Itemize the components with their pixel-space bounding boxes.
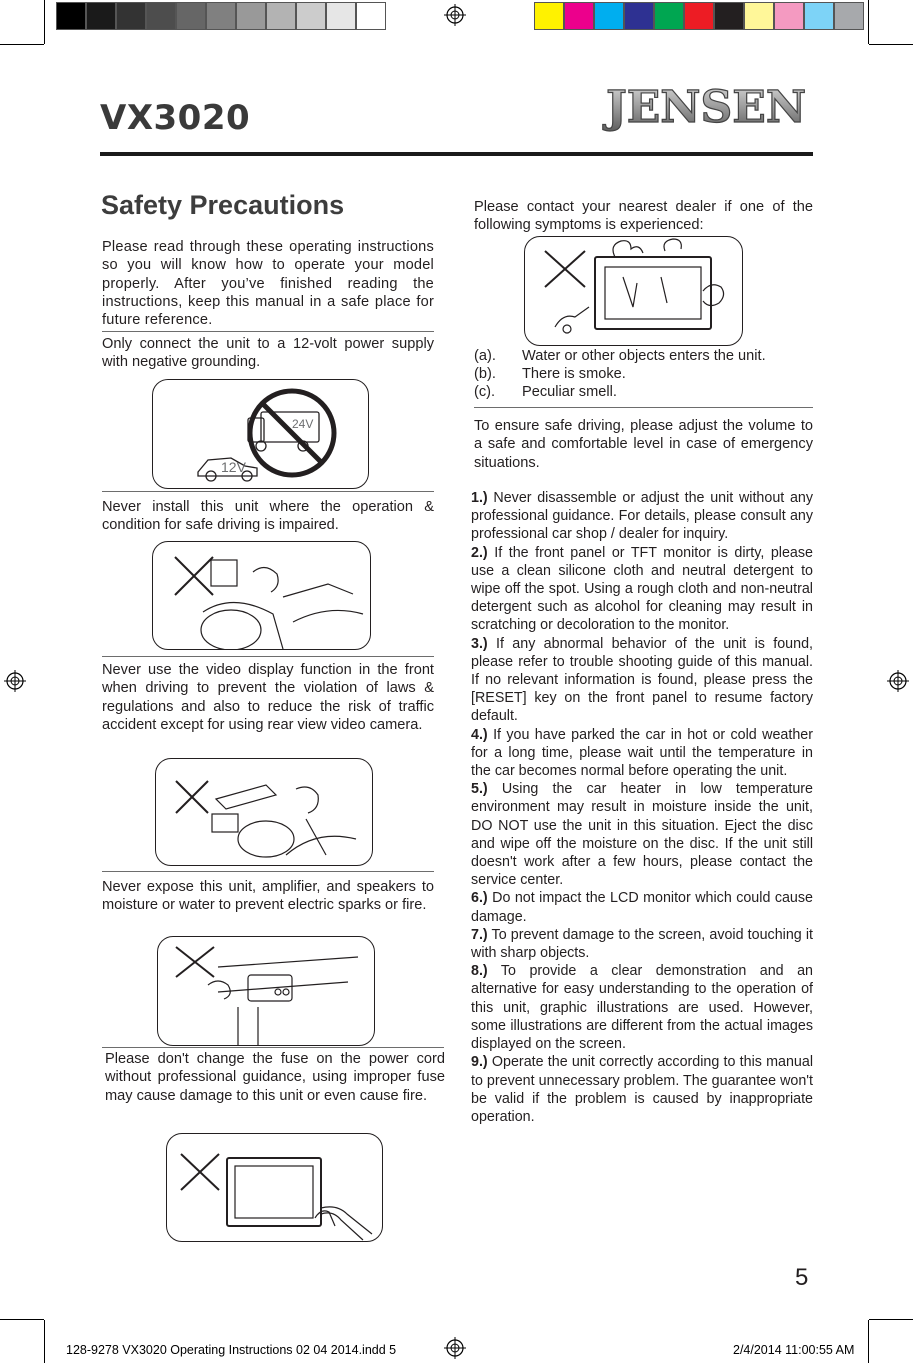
divider <box>474 407 813 408</box>
crop-mark <box>44 0 45 44</box>
jensen-logo <box>598 78 813 132</box>
fuse-illustration <box>166 1133 383 1242</box>
model-title: VX3020 <box>100 98 251 138</box>
color-swatch <box>56 2 86 30</box>
driver-illustration <box>152 541 371 650</box>
color-swatch <box>594 2 624 30</box>
svg-text:JENSEN: JENSEN <box>605 82 807 132</box>
color-swatch <box>684 2 714 30</box>
video-warning: Never use the video display function in the front when driving to prevent the violation of laws & regulations and also to reduce the risk of traffic accident except for using rear view video camera. <box>102 662 434 733</box>
list-item: 3.) If any abnormal behavior of the unit is found, please refer to trouble shooting guide of this manual. If no relevant information is found, please press the [RESET] key on the front panel to resume factory default. <box>471 635 813 725</box>
symptom-item: (b). There is smoke. <box>474 366 626 382</box>
divider <box>102 656 434 657</box>
numbered-precautions <box>471 489 813 1126</box>
color-swatch <box>774 2 804 30</box>
color-swatch <box>326 2 356 30</box>
color-swatch <box>86 2 116 30</box>
power-supply-note: Only connect the unit to a 12-volt power supply with negative grounding. <box>102 336 434 371</box>
color-swatch <box>146 2 176 30</box>
footer-filename: 128-9278 VX3020 Operating Instructions 02 04 2014.indd 5 <box>66 1343 397 1357</box>
crop-mark <box>868 1320 869 1363</box>
color-swatch <box>624 2 654 30</box>
symptom-item: (c). Peculiar smell. <box>474 384 617 400</box>
color-swatch <box>654 2 684 30</box>
list-item: 7.) To prevent damage to the screen, avoid touching it with sharp objects. <box>471 926 813 962</box>
color-swatch <box>744 2 774 30</box>
moisture-warning: Never expose this unit, amplifier, and speakers to moisture or water to prevent electric sparks or fire. <box>102 879 434 914</box>
list-item: 5.) Using the car heater in low temperature environment may result in moisture inside the unit, DO NOT use the unit in this situation. Eject the disc and wipe off the moisture on the disc. If the unit still doesn't work after a few hours, please contact the service center. <box>471 781 813 889</box>
list-item: 2.) If the front panel or TFT monitor is dirty, please use a clean silicone cloth and neutral detergent to wipe off the spot. Using a rough cloth and non-neutral detergent such as alcohol for cleaning may result in scratching or decoloration to the monitor. <box>471 544 813 634</box>
symptoms-illustration <box>524 236 743 346</box>
registration-mark-icon <box>887 670 909 692</box>
color-swatch <box>266 2 296 30</box>
svg-text:24V: 24V <box>292 417 314 431</box>
registration-mark-icon <box>444 4 466 26</box>
color-swatch <box>804 2 834 30</box>
grayscale-color-bar <box>56 2 386 30</box>
crop-mark <box>44 1320 45 1363</box>
color-swatch <box>534 2 564 30</box>
list-item: 4.) If you have parked the car in hot or cold weather for a long time, please wait until the temperature in the car becomes normal before operating the unit. <box>471 726 813 780</box>
crop-mark <box>869 1319 913 1320</box>
color-swatch <box>206 2 236 30</box>
section-title: Safety Precautions <box>101 190 345 220</box>
page-number: 5 <box>795 1264 809 1291</box>
crop-mark <box>0 1319 44 1320</box>
volume-note: To ensure safe driving, please adjust the volume to a safe and comfortable level in case of emergency situations. <box>474 418 813 471</box>
list-item: 9.) Operate the unit correctly according to this manual to prevent unnecessary problem. The guarantee won't be valid if the problem is caused by inappropriate operation. <box>471 1054 813 1125</box>
crop-mark <box>868 0 869 44</box>
header-rule <box>100 152 813 156</box>
list-item: 6.) Do not impact the LCD monitor which could cause damage. <box>471 890 813 925</box>
color-swatch <box>834 2 864 30</box>
color-swatch <box>116 2 146 30</box>
intro-paragraph: Please read through these operating instructions so you will know how to operate your model properly. After you’ve finished reading the instructions, keep this manual in a safe place for future reference. <box>102 239 434 329</box>
symptom-item: (a). Water or other objects enters the unit. <box>474 348 766 364</box>
crop-mark <box>0 44 44 45</box>
contact-dealer-note: Please contact your nearest dealer if one of the following symptoms is experienced: <box>474 199 813 234</box>
cmyk-color-bar <box>534 2 864 30</box>
divider <box>102 331 434 332</box>
svg-text:12V: 12V <box>221 459 246 475</box>
color-swatch <box>564 2 594 30</box>
list-item: 8.) To provide a clear demonstration and an alternative for easy understanding to the operation of this unit, graphic illustrations are used. However, some illustrations are different from the actual images displayed on the screen. <box>471 963 813 1053</box>
color-swatch <box>714 2 744 30</box>
color-swatch <box>236 2 266 30</box>
voltage-illustration <box>152 379 369 489</box>
divider <box>102 491 434 492</box>
color-swatch <box>356 2 386 30</box>
footer-timestamp: 2/4/2014 11:00:55 AM <box>733 1343 855 1357</box>
color-swatch <box>296 2 326 30</box>
divider <box>102 1047 444 1048</box>
registration-mark-icon <box>444 1337 466 1359</box>
list-item: 1.) Never disassemble or adjust the unit without any professional guidance. For details, please consult any professional car shop / dealer for inquiry. <box>471 490 813 543</box>
fuse-warning: Please don't change the fuse on the power cord without professional guidance, using improper fuse may cause damage to this unit or even cause fire. <box>105 1051 445 1104</box>
video-display-illustration <box>155 758 373 866</box>
moisture-illustration <box>157 936 375 1046</box>
registration-mark-icon <box>4 670 26 692</box>
crop-mark <box>869 44 913 45</box>
install-warning: Never install this unit where the operation & condition for safe driving is impaired. <box>102 499 434 534</box>
divider <box>102 871 434 872</box>
color-swatch <box>176 2 206 30</box>
